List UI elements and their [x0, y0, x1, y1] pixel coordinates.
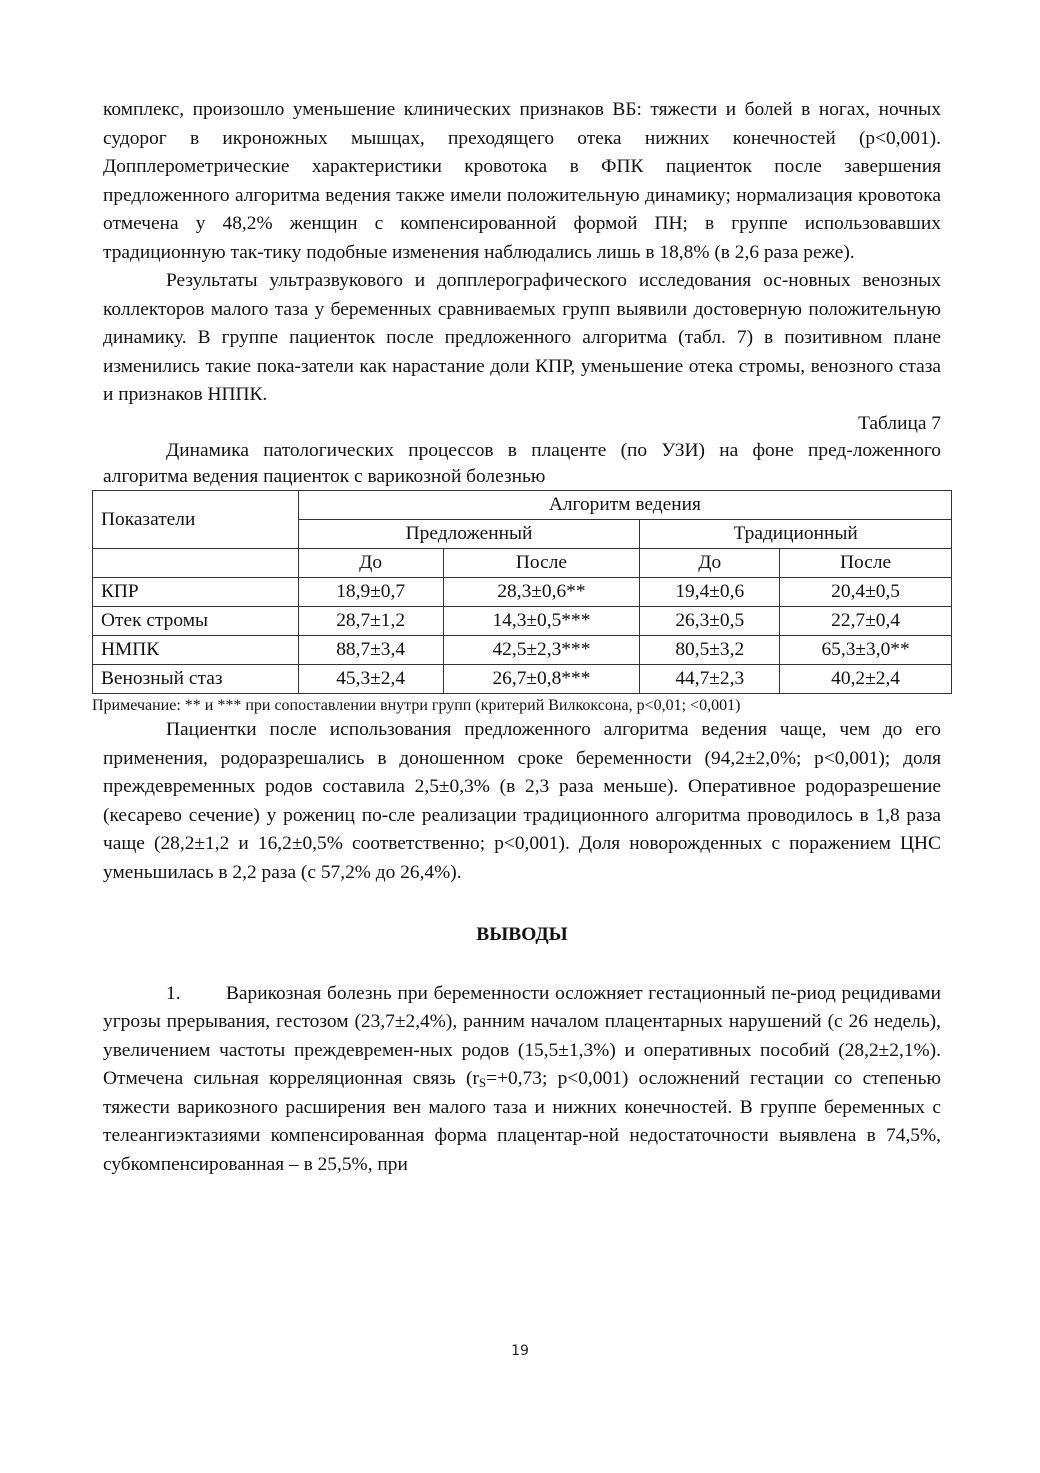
table-cell: 19,4±0,6: [640, 578, 780, 607]
header-algorithm: Алгоритм ведения: [298, 491, 951, 520]
row-label: КПР: [93, 578, 299, 607]
header-proposed: Предложенный: [298, 520, 640, 549]
conclusion-text-part2: =+0,73; р<0,001) осложнений гестации со степенью тяжести варикозного расширения вен малого таза и нижних конечностей. В группе беременных с телеангиэктазиями компенсированная форма плацентар-ной недостаточности выявлена в 74,5%, субкомпенсированная – в 25,5%, при: [103, 1068, 941, 1175]
table-cell: 22,7±0,4: [780, 607, 952, 636]
conclusion-item-1: [103, 980, 941, 1180]
table-cell: 26,7±0,8***: [443, 665, 640, 694]
list-number: 1.: [166, 982, 181, 1004]
header-traditional: Традиционный: [640, 520, 952, 549]
paragraph-outcomes: Пациентки после использования предложенного алгоритма ведения чаще, чем до его применения, родоразрешались в доношенном сроке беременности (94,2±2,0%; р<0,001); доля преждевременных родов составила 2,5±0,3% (в 2,3 раза меньше). Оперативное родоразрешение (кесарево сечение) у рожениц по-сле реализации традиционного алгоритма проводилось в 1,8 раза чаще (28,2±1,2 и 16,2±0,5% соответственно; р<0,001). Доля новорожденных с поражением ЦНС уменьшилась в 2,2 раза (с 57,2% до 26,4%).: [103, 719, 941, 883]
table-header-row: [93, 491, 952, 520]
table-cell: 88,7±3,4: [298, 636, 443, 665]
placenta-dynamics-table: [92, 490, 952, 694]
table-number: Таблица 7: [858, 412, 941, 434]
table-cell: 26,3±0,5: [640, 607, 780, 636]
header-indicators: Показатели: [93, 491, 299, 549]
table-row: [93, 607, 952, 636]
table-cell: 44,7±2,3: [640, 665, 780, 694]
header-after: После: [443, 549, 640, 578]
table-cell: 18,9±0,7: [298, 578, 443, 607]
header-before: До: [298, 549, 443, 578]
row-label: Отек стромы: [93, 607, 299, 636]
row-label: Венозный стаз: [93, 665, 299, 694]
table-caption: Динамика патологических процессов в плаценте (по УЗИ) на фоне пред-ложенного алгоритма ведения пациенток с варикозной болезнью: [103, 440, 941, 487]
header-after: После: [780, 549, 952, 578]
header-before: До: [640, 549, 780, 578]
table-row: [93, 636, 952, 665]
table-cell: 28,3±0,6**: [443, 578, 640, 607]
table-cell: 40,2±2,4: [780, 665, 952, 694]
table-cell: 45,3±2,4: [298, 665, 443, 694]
paragraph-results-1: комплекс, произошло уменьшение клинических признаков ВБ: тяжести и болей в ногах, ночных судорог в икроножных мышцах, преходящего отека нижних конечностей (р<0,001). Допплерометрические характеристики кровотока в ФПК пациенток после завершения предложенного алгоритма ведения также имели положительную динамику; нормализация кровотока отмечена у 48,2% женщин с компенсированной формой ПН; в группе использовавших традиционную так-тику подобные изменения наблюдались лишь в 18,8% (в 2,6 раза реже).: [103, 99, 941, 263]
document-page: [92, 96, 941, 1179]
table-cell: 20,4±0,5: [780, 578, 952, 607]
table-note: Примечание: ** и *** при сопоставлении внутри групп (критерий Вилкоксона, р<0,01; <0,001): [92, 697, 741, 714]
table-cell: 80,5±3,2: [640, 636, 780, 665]
row-label: НМПК: [93, 636, 299, 665]
table-cell: 42,5±2,3***: [443, 636, 640, 665]
table-row: [93, 665, 952, 694]
page-number: 19: [511, 1343, 529, 1359]
conclusion-text-part1: Варикозная болезнь при беременности осложняет гестационный пе-риод рецидивами угрозы прерывания, гестозом (23,7±2,4%), ранним началом плацентарных нарушений (с 26 недель), увеличением частоты преждевремен-ных родов (15,5±1,3%) и оперативных пособий (28,2±2,1%). Отмечена сильная корреляционная связь (r: [103, 982, 941, 1089]
table-cell: 14,3±0,5***: [443, 607, 640, 636]
table-cell: 65,3±3,0**: [780, 636, 952, 665]
table-row: [93, 578, 952, 607]
table-cell: 28,7±1,2: [298, 607, 443, 636]
paragraph-results-2: Результаты ультразвукового и допплерографического исследования ос-новных венозных коллекторов малого таза у беременных сравниваемых групп выявили достоверную положительную динамику. В группе пациенток после предложенного алгоритма (табл. 7) в позитивном плане изменились такие пока-затели как нарастание доли КПР, уменьшение отека стромы, венозного стаза и признаков НППК.: [103, 270, 941, 405]
header-empty-cell: [93, 549, 299, 578]
section-heading: ВЫВОДЫ: [476, 924, 568, 945]
table-header-row: [93, 549, 952, 578]
subscript-s: S: [478, 1075, 487, 1090]
